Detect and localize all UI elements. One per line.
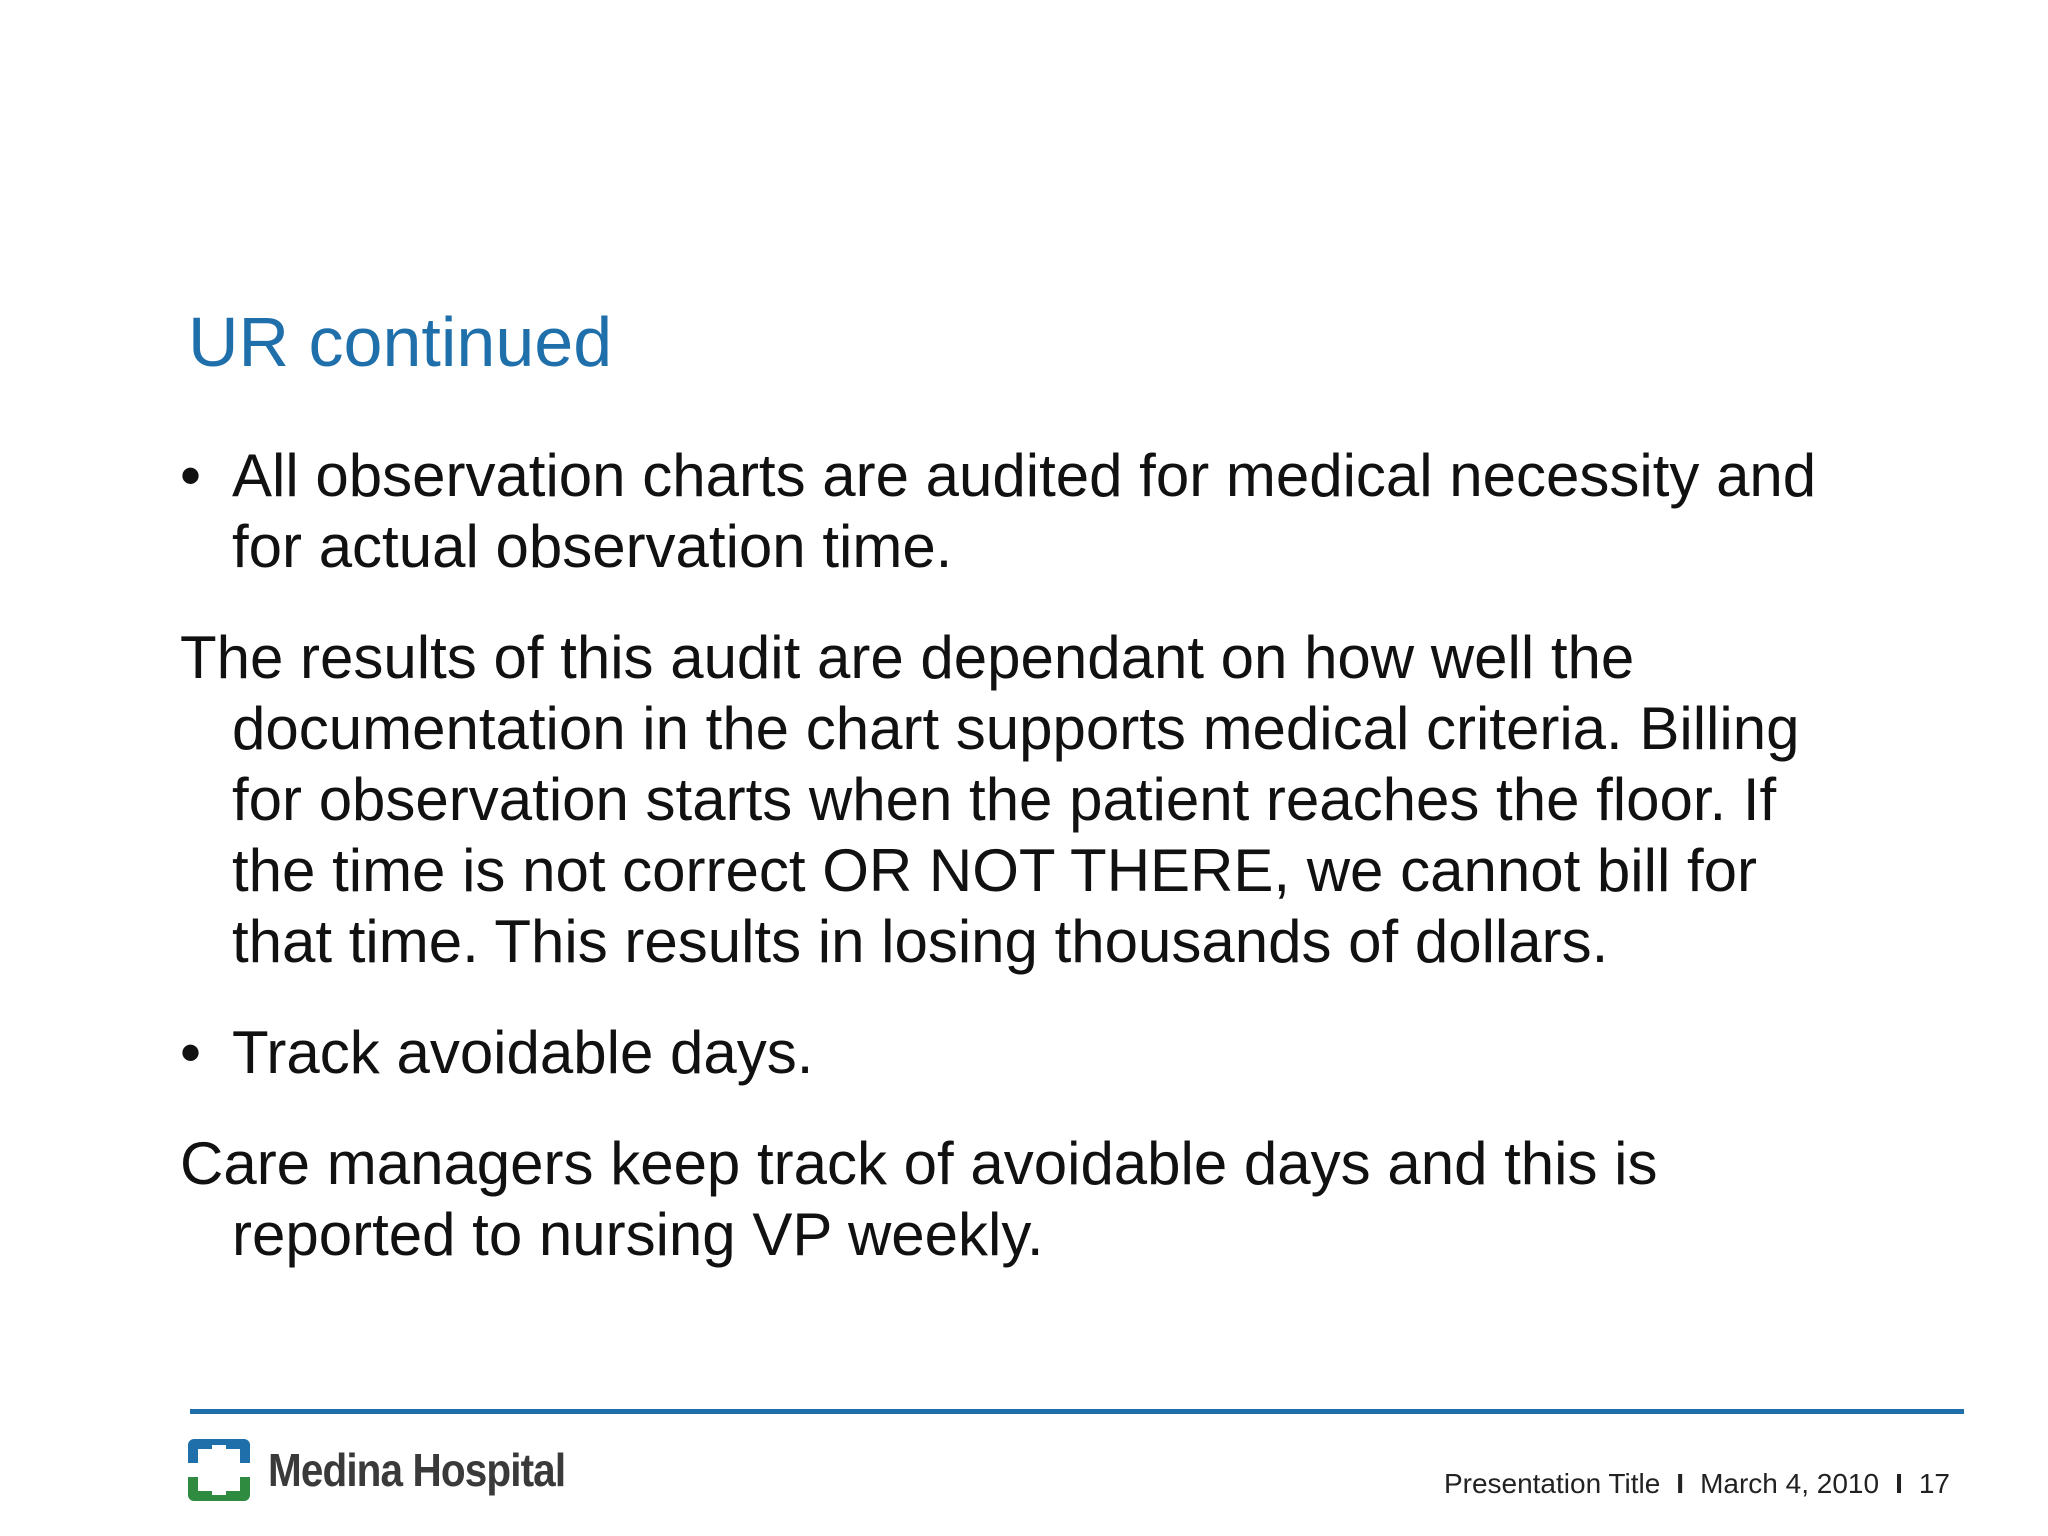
logo-text: Medina Hospital bbox=[268, 1444, 566, 1496]
bullet-icon: • bbox=[180, 442, 202, 509]
footer-separator: I bbox=[1676, 1468, 1685, 1499]
footer-info bbox=[1444, 1468, 1950, 1500]
page-number: 17 bbox=[1918, 1468, 1950, 1499]
bullet-paragraph bbox=[180, 1017, 1820, 1088]
paragraph-text: Care managers keep track of avoidable days and this is reported to nursing VP weekly. bbox=[180, 1130, 1658, 1268]
paragraph bbox=[180, 1128, 1820, 1270]
footer-separator: I bbox=[1895, 1468, 1903, 1499]
paragraph-text: Track avoidable days. bbox=[232, 1019, 814, 1086]
bullet-paragraph bbox=[180, 440, 1820, 582]
paragraph bbox=[180, 622, 1820, 977]
medical-cross-logo-icon bbox=[188, 1439, 250, 1501]
hospital-logo bbox=[188, 1438, 606, 1502]
paragraph-text: The results of this audit are dependant on how well the documentation in the chart supports medical criteria. Billing for observation starts when the patient reaches the floor. If the time is not correct OR NOT THERE, we cannot bill for that time. This results in losing thousands of dollars. bbox=[180, 624, 1800, 975]
presentation-title: Presentation Title bbox=[1443, 1468, 1661, 1499]
slide-body bbox=[180, 440, 1820, 1270]
bullet-icon: • bbox=[180, 1019, 202, 1086]
footer-divider bbox=[190, 1409, 1964, 1414]
presentation-date: March 4, 2010 bbox=[1700, 1468, 1880, 1499]
slide-title: UR continued bbox=[188, 303, 613, 381]
paragraph-text: All observation charts are audited for medical necessity and for actual observation time. bbox=[232, 442, 1817, 580]
